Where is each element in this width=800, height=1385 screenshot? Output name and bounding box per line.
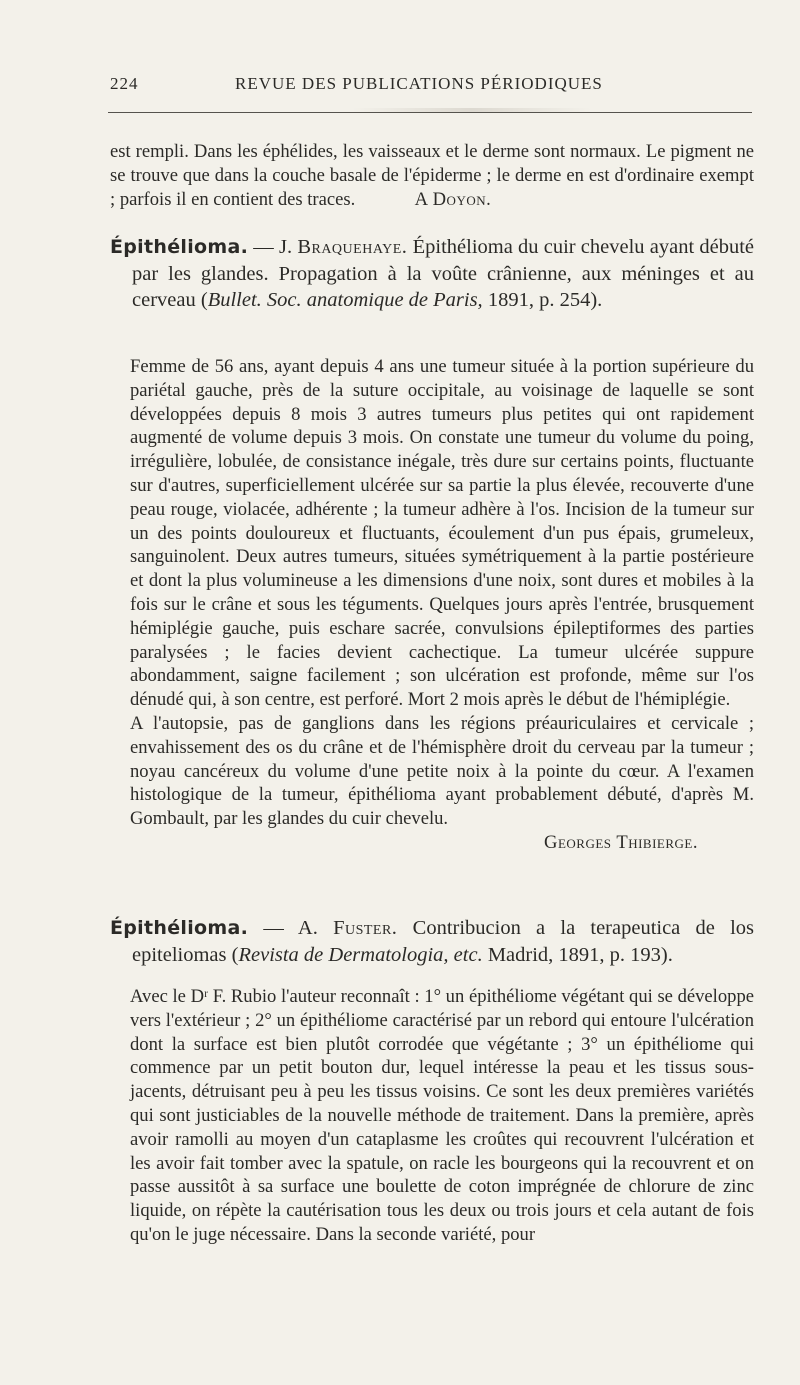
article1-journal: Bullet. Soc. anatomique de Paris, <box>207 289 483 311</box>
article2-paragraph1: Avec le Dʳ F. Rubio l'auteur reconnaît : 1° un épithéliome végétant qui se développe vers l'extérieur ; 2° un épithéliome caractérisé par un rebord qui entoure l'ulcération dont la surface est bien plutôt corrodée que végétante ; 3° un épithéliome qui commence par un petit bouton dur, lequel intéresse la peau et les tissus sous-jacents, détruisant peu à peu les tissus voisins. Ce sont les deux premières variétés qui sont justiciables de la nouvelle méthode de traitement. Dans la première, après avoir ramolli au moyen d'un cataplasme les croûtes qui recouvrent l'ulcération et les avoir fait tomber avec la spatule, on racle les bourgeons qui la recouvrent et on passe aussitôt à sa surface une boulette de coton imprégnée de chlorure de zinc liquide, on répète la cautérisation tous les deux ou trois jours et cela autant de fois qu'on le juge nécessaire. Dans la seconde variété, pour <box>130 986 754 1245</box>
signature-doyon: A Doyon. <box>414 188 492 210</box>
running-title: REVUE DES PUBLICATIONS PÉRIODIQUES <box>235 74 603 93</box>
signature-thibierge: Georges Thibierge. <box>544 831 698 853</box>
article1-paragraph1: Femme de 56 ans, ayant depuis 4 ans une tumeur située à la portion supérieure du pariétal gauche, près de la suture occipitale, au voisinage de laquelle se sont développées depuis 8 mois 3 autres tumeurs plus petites qui ont rapidement augmenté de volume depuis 3 mois. On constate une tumeur du volume du poing, irrégulière, lobulée, de consistance inégale, très dure sur certains points, fluctuante sur d'autres, superficiellement ulcérée sur sa partie la plus élevée, recouverte d'une peau rouge, violacée, adhérente ; la tumeur adhère à l'os. Incision de la tumeur sur un des points douloureux et fluctuants, écoulement d'un pus épais, grumeleux, sanguinolent. Deux autres tumeurs, situées symétriquement à la partie postérieure et dont la plus volumineuse a les dimensions d'une noix, sont dures et mobiles à la fois sur le crâne et sous les téguments. Quelques jours après l'entrée, brusquement hémiplégie gauche, puis eschare sacrée, convulsions épileptiformes des parties paralysées ; le facies devient cachectique. La tumeur ulcérée suppure abondamment, saigne facilement ; son ulcération est profonde, même sur l'os dénudé qui, à son centre, est perforé. Mort 2 mois après le début de l'hémiplégie. <box>130 356 754 711</box>
header-rule <box>108 112 752 113</box>
continuation-paragraph: est rempli. Dans les éphélides, les vaisseaux et le derme sont normaux. Le pigment ne se trouve que dans la couche basale de l'épiderme ; le derme en est d'ordinaire exempt ; parfois il en contient des traces. A Doyon. <box>110 141 754 210</box>
article2-author: Fuster. <box>333 917 398 939</box>
article2-body <box>110 985 754 1247</box>
article2-title: Contribucion a la terapeutica de los epiteliomas ( <box>132 917 754 966</box>
article1-paragraph2: A l'autopsie, pas de ganglions dans les régions préauriculaires et cervicale ; envahissement des os du crâne et de l'hémisphère droit du cerveau par la tumeur ; noyau cancéreux du volume d'une petite noix à la pointe du cœur. A l'examen histologique de la tumeur, épithélioma ayant probablement débuté, d'après M. Gombault, par les glandes du cuir chevelu. <box>130 712 754 830</box>
continuation-section <box>110 140 754 211</box>
article1-body <box>110 355 754 855</box>
article2-journal: Revista de Dermatologia, etc. <box>238 943 483 966</box>
article2-heading: Épithélioma. — A. Fuster. Contribucion a la terapeutica de los epiteliomas (Revista de Dermatologia, etc. Madrid, 1891, p. 193). <box>110 917 754 966</box>
article2-heading-word: Épithélioma. <box>110 917 249 939</box>
article1-heading: Épithélioma. — J. Braquehaye. Épithélioma du cuir chevelu ayant débuté par les glandes. Propagation à la voûte crânienne, aux méninges et au cerveau (Bullet. Soc. anatomique de Paris, 1891, p. 254). <box>110 236 754 311</box>
article2-citation: Madrid, 1891, p. 193). <box>482 943 673 966</box>
page-header <box>110 74 750 102</box>
page-number: 224 <box>110 74 139 93</box>
paper-stain <box>352 108 592 112</box>
article1-title: Épithélioma du cuir chevelu ayant débuté par les glandes. Propagation à la voûte crânienne, aux méninges et au cerveau ( <box>132 236 754 311</box>
article1-citation: 1891, p. 254). <box>482 289 603 311</box>
article1-heading-word: Épithélioma. <box>110 236 249 258</box>
article1-author: Braquehaye. <box>297 236 408 258</box>
